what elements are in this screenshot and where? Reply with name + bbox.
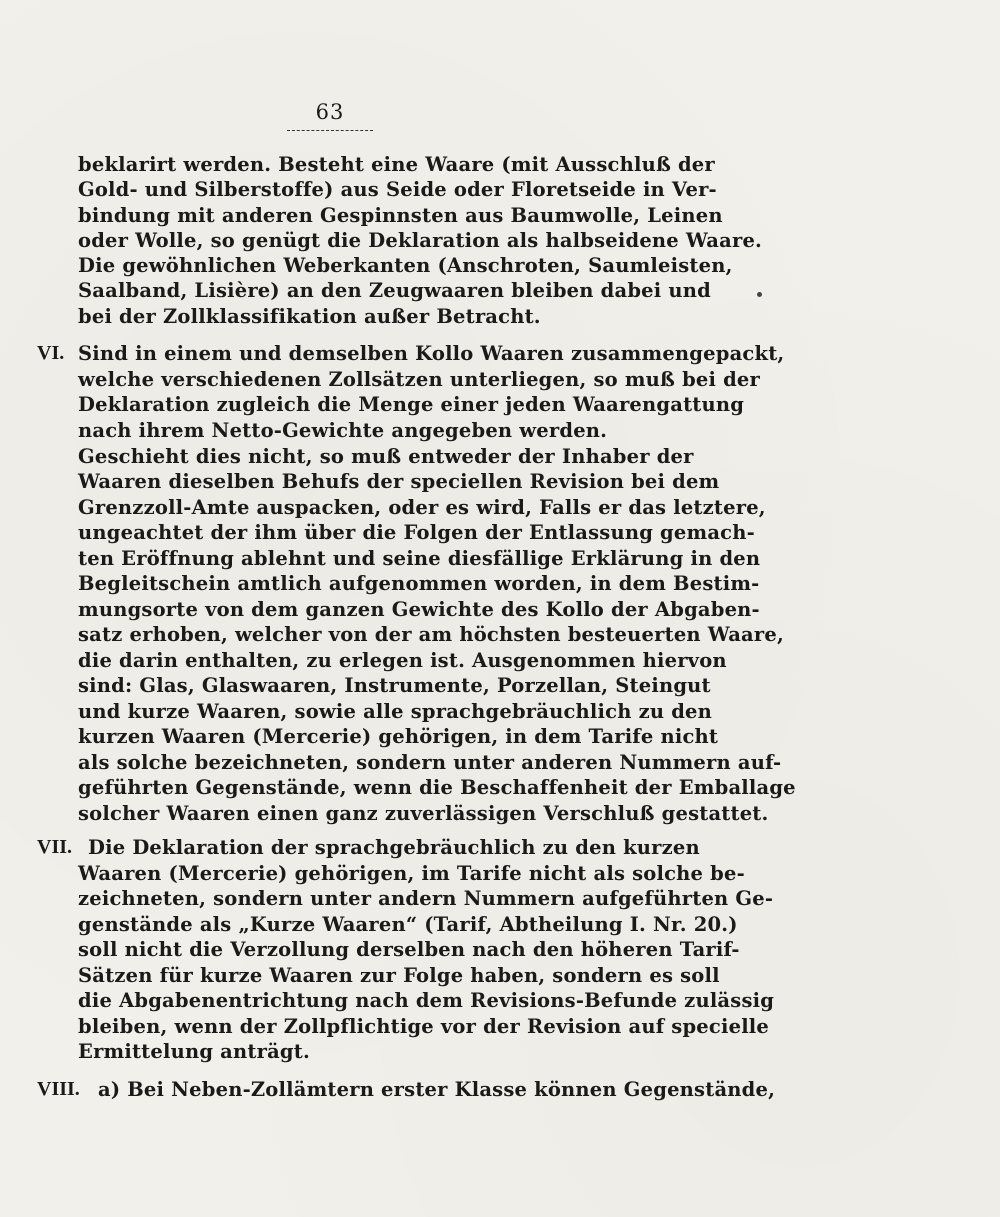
text-line: Sätzen für kurze Waaren zur Folge haben, sondern es soll — [78, 964, 720, 987]
ink-speck — [757, 292, 762, 297]
text-line: Sind in einem und demselben Kollo Waaren zusammengepackt, — [78, 342, 785, 365]
text-line: oder Wolle, so genügt die Deklaration als halbseidene Waare. — [78, 229, 763, 252]
text-line: Die gewöhnlichen Weberkanten (Anschroten, Saumleisten, — [78, 254, 733, 277]
text-line: nach ihrem Netto-Gewichte angegeben werden. — [78, 419, 608, 442]
text-line: als solche bezeichneten, sondern unter anderen Nummern auf- — [78, 751, 782, 774]
text-line: Deklaration zugleich die Menge einer jeden Waarengattung — [78, 393, 745, 416]
text-line: mungsorte von dem ganzen Gewichte des Kollo der Abgaben- — [78, 598, 760, 621]
text-line: Grenzzoll-Amte auspacken, oder es wird, Falls er das letztere, — [78, 496, 766, 519]
text-line: Waaren (Mercerie) gehörigen, im Tarife nicht als solche be- — [78, 862, 745, 885]
page-number: 63 — [315, 100, 345, 124]
text-line: Begleitschein amtlich aufgenommen worden, in dem Bestim- — [78, 572, 760, 595]
text-line: die darin enthalten, zu erlegen ist. Ausgenommen hiervon — [78, 649, 727, 672]
text-line: soll nicht die Verzollung derselben nach den höheren Tarif- — [78, 938, 740, 961]
text-line: kurzen Waaren (Mercerie) gehörigen, in dem Tarife nicht — [78, 725, 719, 748]
text-line: und kurze Waaren, sowie alle sprachgebräuchlich zu den — [78, 700, 713, 723]
section-numeral-viii: VIII. — [37, 1078, 80, 1100]
text-line: zeichneten, sondern unter andern Nummern aufgeführten Ge- — [78, 887, 774, 910]
section-numeral-vii: VII. — [37, 836, 73, 858]
text-line: ungeachtet der ihm über die Folgen der Entlassung gemach- — [78, 521, 755, 544]
text-line: satz erhoben, welcher von der am höchsten besteuerten Waare, — [78, 623, 784, 646]
text-line: die Abgabenentrichtung nach dem Revisions-Befunde zulässig — [78, 989, 775, 1012]
text-line: Geschieht dies nicht, so muß entweder der Inhaber der — [78, 445, 694, 468]
text-line: genstände als „Kurze Waaren“ (Tarif, Abtheilung I. Nr. 20.) — [78, 913, 738, 936]
text-line: a) Bei Neben-Zollämtern erster Klasse können Gegenstände, — [98, 1078, 776, 1101]
text-line: Ermittelung anträgt. — [78, 1040, 310, 1063]
section-numeral-vi: VI. — [37, 342, 65, 364]
text-line: geführten Gegenstände, wenn die Beschaffenheit der Emballage — [78, 776, 796, 799]
text-line: Waaren dieselben Behufs der speciellen Revision bei dem — [78, 470, 720, 493]
text-line: bleiben, wenn der Zollpflichtige vor der Revision auf specielle — [78, 1015, 770, 1038]
text-line: Gold- und Silberstoffe) aus Seide oder Floretseide in Ver- — [78, 178, 717, 201]
text-line: Die Deklaration der sprachgebräuchlich zu den kurzen — [88, 836, 700, 859]
text-line: bei der Zollklassifikation außer Betracht. — [78, 305, 541, 328]
text-line: bindung mit anderen Gespinnsten aus Baumwolle, Leinen — [78, 204, 723, 227]
text-line: solcher Waaren einen ganz zuverlässigen Verschluß gestattet. — [78, 802, 769, 825]
text-line: beklarirt werden. Besteht eine Waare (mit Ausschluß der — [78, 153, 715, 176]
text-line: welche verschiedenen Zollsätzen unterliegen, so muß bei der — [78, 368, 761, 391]
text-line: Saalband, Lisière) an den Zeugwaaren bleiben dabei und — [78, 279, 711, 302]
text-line: ten Eröffnung ablehnt und seine diesfällige Erklärung in den — [78, 547, 761, 570]
text-line: sind: Glas, Glaswaaren, Instrumente, Porzellan, Steingut — [78, 674, 711, 697]
page-number-rule — [287, 130, 373, 131]
